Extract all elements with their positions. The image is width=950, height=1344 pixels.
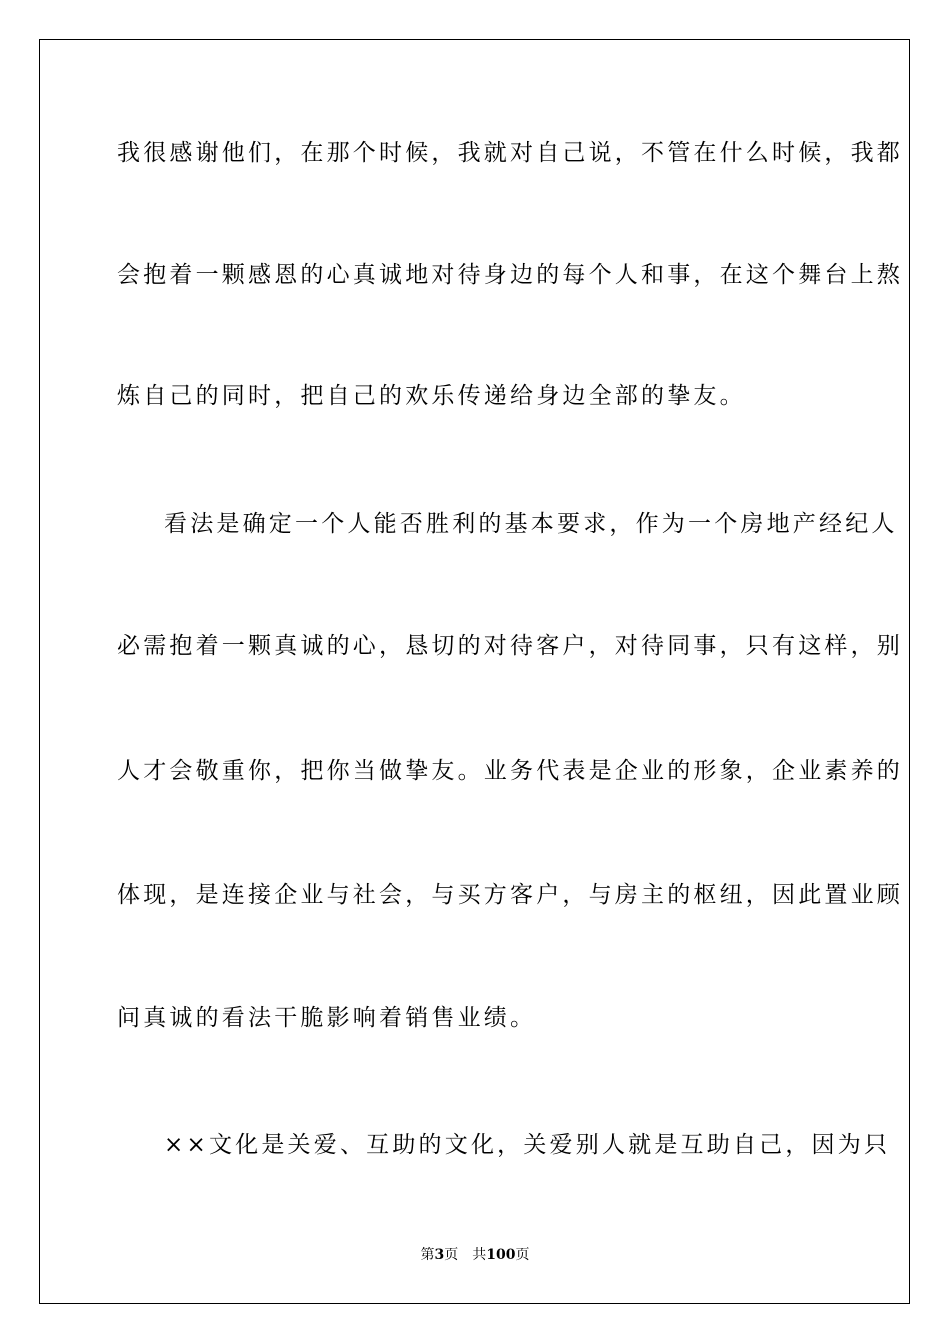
page-number: 3 (434, 1247, 445, 1263)
paragraph-2-line-3: 人才会敬重你，把你当做挚友。业务代表是企业的形象，企业素养的 (117, 758, 903, 784)
paragraph-2-line-1: 看法是确定一个人能否胜利的基本要求，作为一个房地产经纪人 (164, 511, 898, 537)
paragraph-1-line-1: 我很感谢他们，在那个时候，我就对自己说，不管在什么时候，我都 (117, 140, 903, 166)
paragraph-1-line-2: 会抱着一颗感恩的心真诚地对待身边的每个人和事，在这个舞台上熬 (117, 262, 903, 288)
total-pages: 100 (486, 1247, 516, 1263)
total-suffix: 页 (515, 1247, 530, 1263)
paragraph-3-line-1: ××文化是关爱、互助的文化，关爱别人就是互助自己，因为只 (164, 1132, 891, 1158)
total-prefix: 共 (472, 1247, 487, 1263)
paragraph-2-line-2: 必需抱着一颗真诚的心，恳切的对待客户，对待同事，只有这样，别 (117, 633, 903, 659)
page-footer (0, 1246, 950, 1264)
page-border (39, 39, 910, 1304)
paragraph-2-line-5: 问真诚的看法干脆影响着销售业绩。 (117, 1005, 537, 1031)
page-suffix: 页 (444, 1247, 459, 1263)
paragraph-1-line-3: 炼自己的同时，把自己的欢乐传递给身边全部的挚友。 (117, 383, 746, 409)
page-prefix: 第 (420, 1247, 435, 1263)
paragraph-2-line-4: 体现，是连接企业与社会，与买方客户，与房主的枢纽，因此置业顾 (117, 882, 903, 908)
